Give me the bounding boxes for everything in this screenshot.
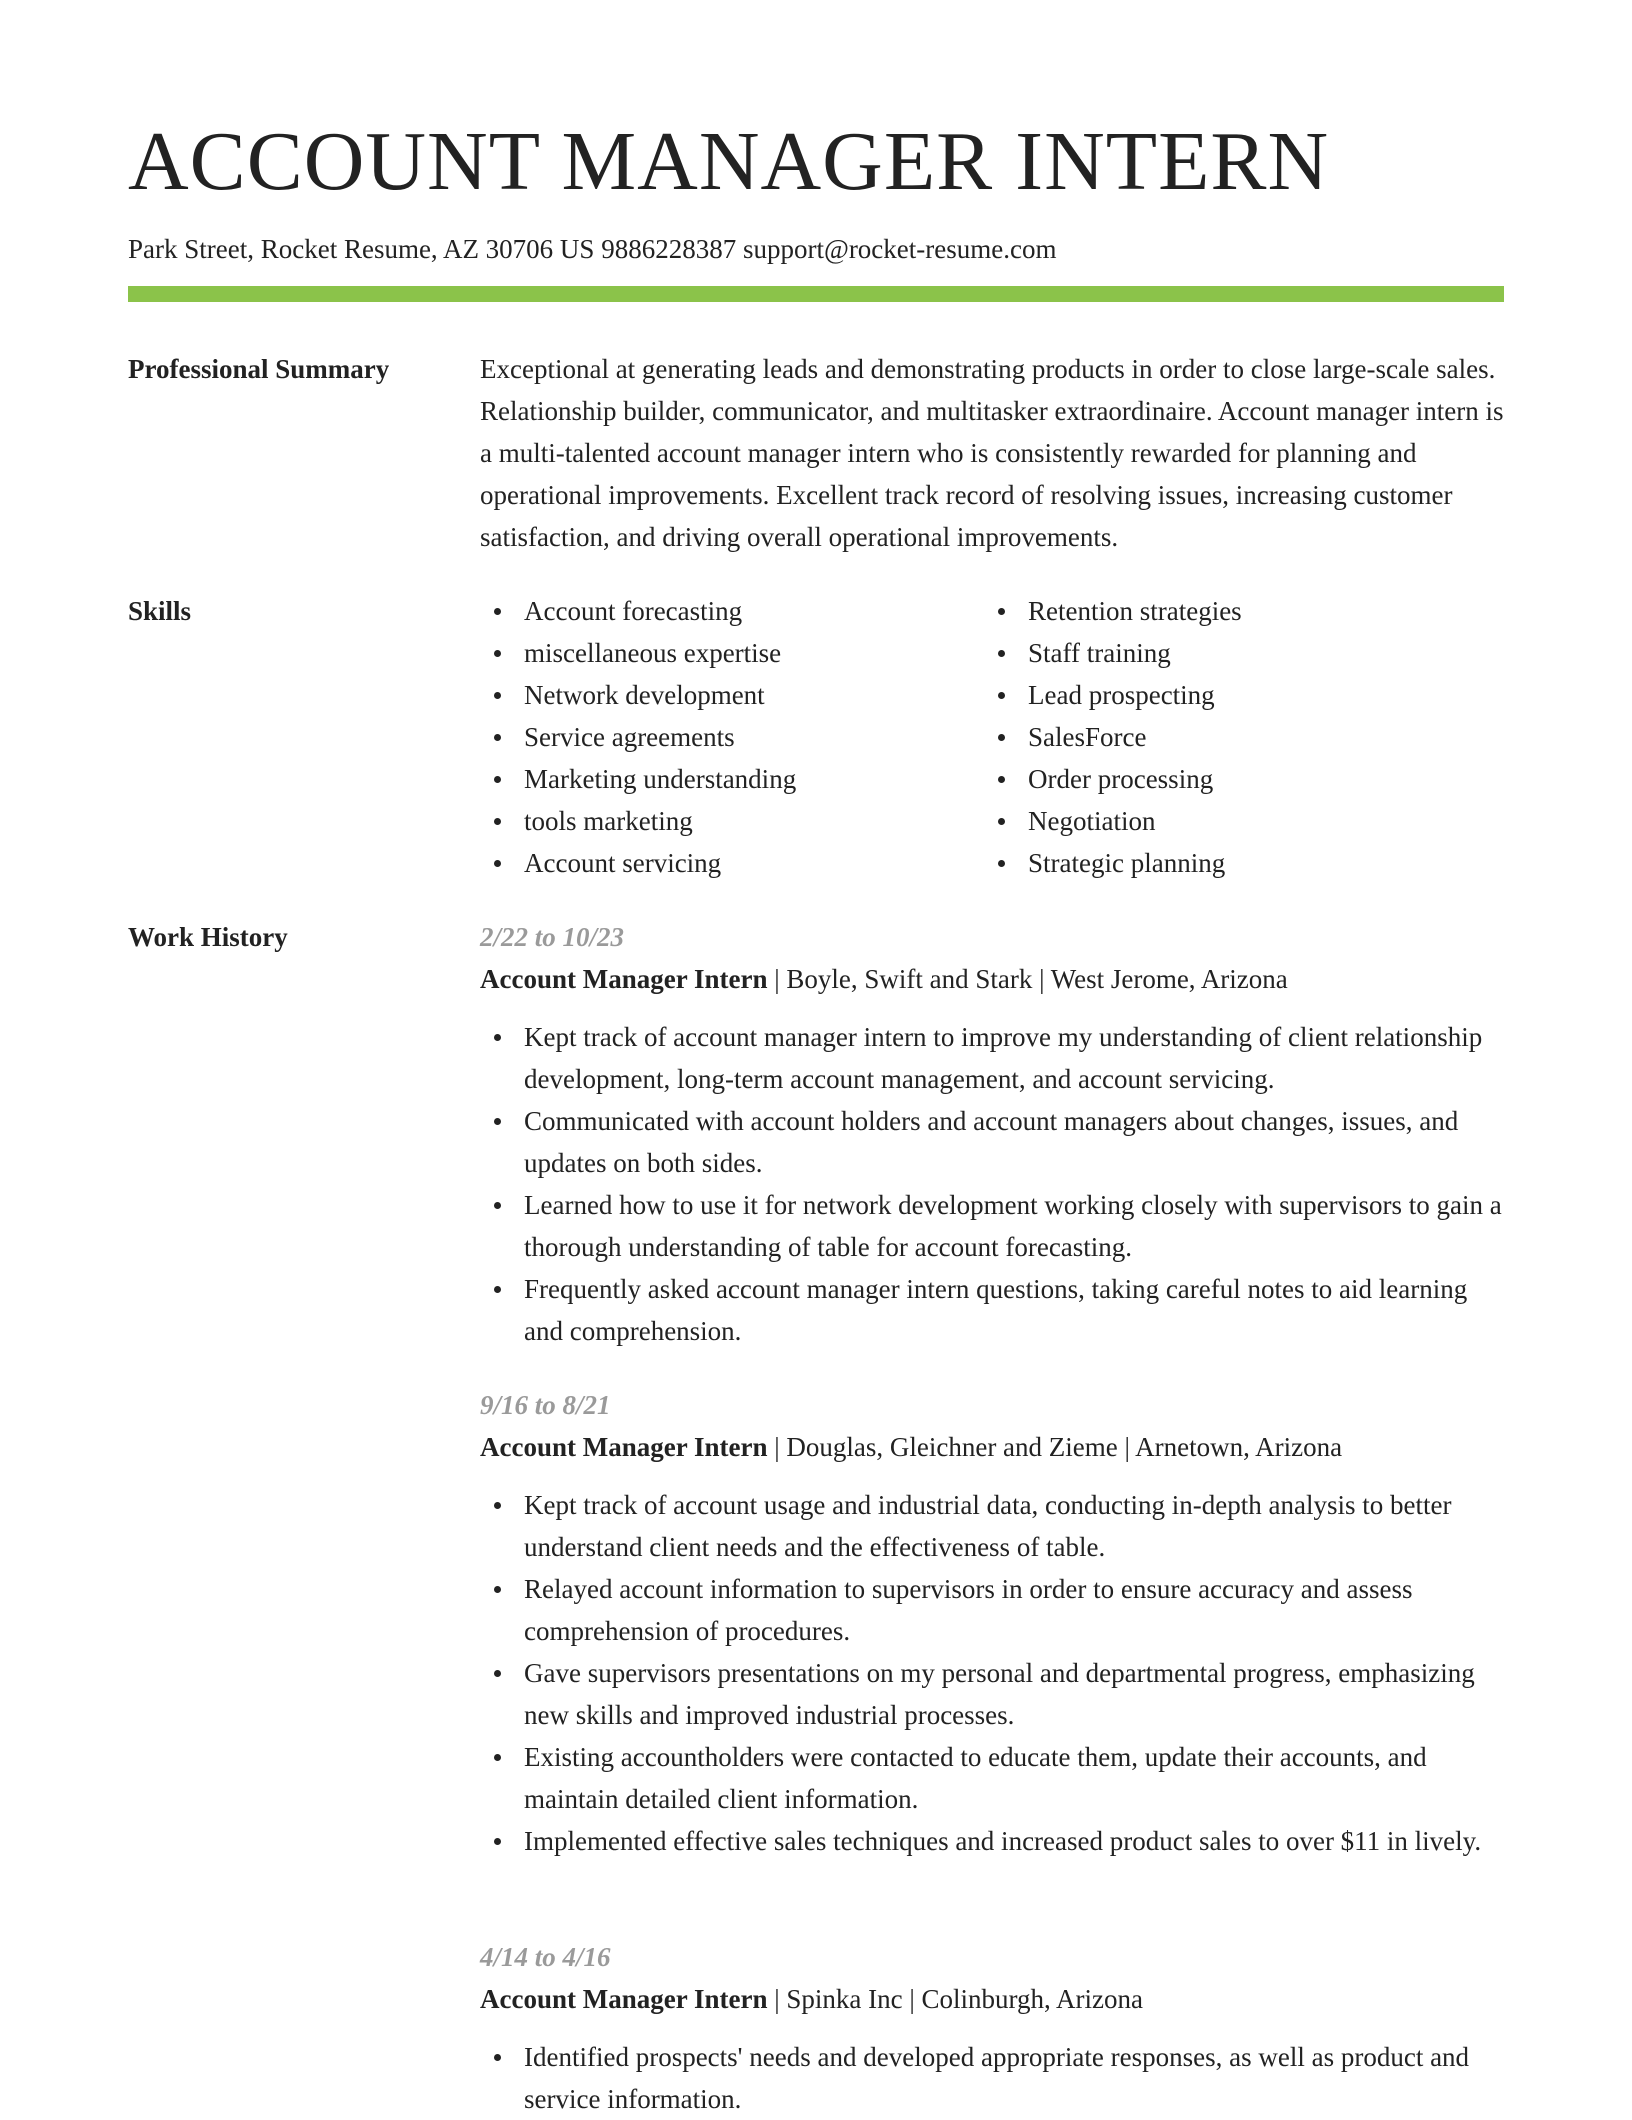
job-title-line	[480, 958, 1504, 1000]
job-dates: 2/22 to 10/23	[480, 922, 625, 952]
skill-item: Network development	[480, 674, 970, 716]
skill-item: Service agreements	[480, 716, 970, 758]
job-bullet: Relayed account information to supervisors in order to ensure accuracy and assess comprehension of procedures.	[480, 1568, 1504, 1652]
job-title-line	[480, 1978, 1504, 2020]
skill-item: Strategic planning	[984, 842, 1474, 884]
job-entry	[480, 1936, 1504, 2120]
accent-divider	[128, 286, 1504, 302]
summary-content	[480, 348, 1504, 558]
job-bullets	[480, 1016, 1504, 1352]
job-bullets	[480, 1484, 1504, 1862]
job-title-line	[480, 1426, 1504, 1468]
job-employer-location: | Boyle, Swift and Stark | West Jerome, Arizona	[767, 964, 1288, 994]
job-title: Account Manager Intern	[480, 1432, 768, 1462]
skill-item: miscellaneous expertise	[480, 632, 970, 674]
skills-section	[128, 590, 1504, 890]
skill-item: Account forecasting	[480, 590, 970, 632]
skills-label: Skills	[128, 596, 192, 626]
work-history-content	[480, 916, 1504, 2112]
contact-line: Park Street, Rocket Resume, AZ 30706 US 9886228387 support@rocket-resume.com	[128, 234, 1057, 264]
skill-item: Marketing understanding	[480, 758, 970, 800]
work-history-label: Work History	[128, 922, 288, 952]
job-bullet: Existing accountholders were contacted to educate them, update their accounts, and maintain detailed client information.	[480, 1736, 1504, 1820]
skills-list-right	[984, 590, 1474, 884]
work-history-section	[128, 916, 1504, 2112]
summary-label: Professional Summary	[128, 354, 390, 384]
job-employer-location: | Douglas, Gleichner and Zieme | Arnetown, Arizona	[767, 1432, 1343, 1462]
job-entry	[480, 916, 1504, 1352]
job-bullet: Frequently asked account manager intern questions, taking careful notes to aid learning and comprehension.	[480, 1268, 1504, 1352]
job-dates: 4/14 to 4/16	[480, 1942, 611, 1972]
job-entry	[480, 1384, 1504, 1862]
skill-item: Negotiation	[984, 800, 1474, 842]
job-bullets	[480, 2036, 1504, 2120]
job-bullet: Communicated with account holders and account managers about changes, issues, and updates on both sides.	[480, 1100, 1504, 1184]
job-bullet: Kept track of account usage and industrial data, conducting in-depth analysis to better understand client needs and the effectiveness of table.	[480, 1484, 1504, 1568]
job-bullet: Implemented effective sales techniques and increased product sales to over $11 in lively.	[480, 1820, 1504, 1862]
job-bullet: Kept track of account manager intern to improve my understanding of client relationship development, long-term account management, and account servicing.	[480, 1016, 1504, 1100]
skill-item: tools marketing	[480, 800, 970, 842]
skill-item: Retention strategies	[984, 590, 1474, 632]
job-employer-location: | Spinka Inc | Colinburgh, Arizona	[767, 1984, 1143, 2014]
job-dates: 9/16 to 8/21	[480, 1390, 611, 1420]
summary-section	[128, 348, 1504, 558]
resume-name-heading: ACCOUNT MANAGER INTERN	[128, 115, 1330, 208]
skill-item: SalesForce	[984, 716, 1474, 758]
summary-text: Exceptional at generating leads and demonstrating products in order to close large-scale sales. Relationship builder, communicator, and multitasker extraordinaire. Account manager intern is a multi-talented account manager intern who is consistently rewarded for planning and operational improvements. Excellent track record of resolving issues, increasing customer satisfaction, and driving overall operational improvements.	[480, 354, 1504, 552]
job-title: Account Manager Intern	[480, 964, 768, 994]
job-bullet: Learned how to use it for network development working closely with supervisors to gain a thorough understanding of table for account forecasting.	[480, 1184, 1504, 1268]
job-title: Account Manager Intern	[480, 1984, 768, 2014]
skills-list-left	[480, 590, 970, 884]
skill-item: Account servicing	[480, 842, 970, 884]
job-bullet: Identified prospects' needs and developed appropriate responses, as well as product and service information.	[480, 2036, 1504, 2120]
skill-item: Lead prospecting	[984, 674, 1474, 716]
job-bullet: Gave supervisors presentations on my personal and departmental progress, emphasizing new skills and improved industrial processes.	[480, 1652, 1504, 1736]
skill-item: Staff training	[984, 632, 1474, 674]
skill-item: Order processing	[984, 758, 1474, 800]
